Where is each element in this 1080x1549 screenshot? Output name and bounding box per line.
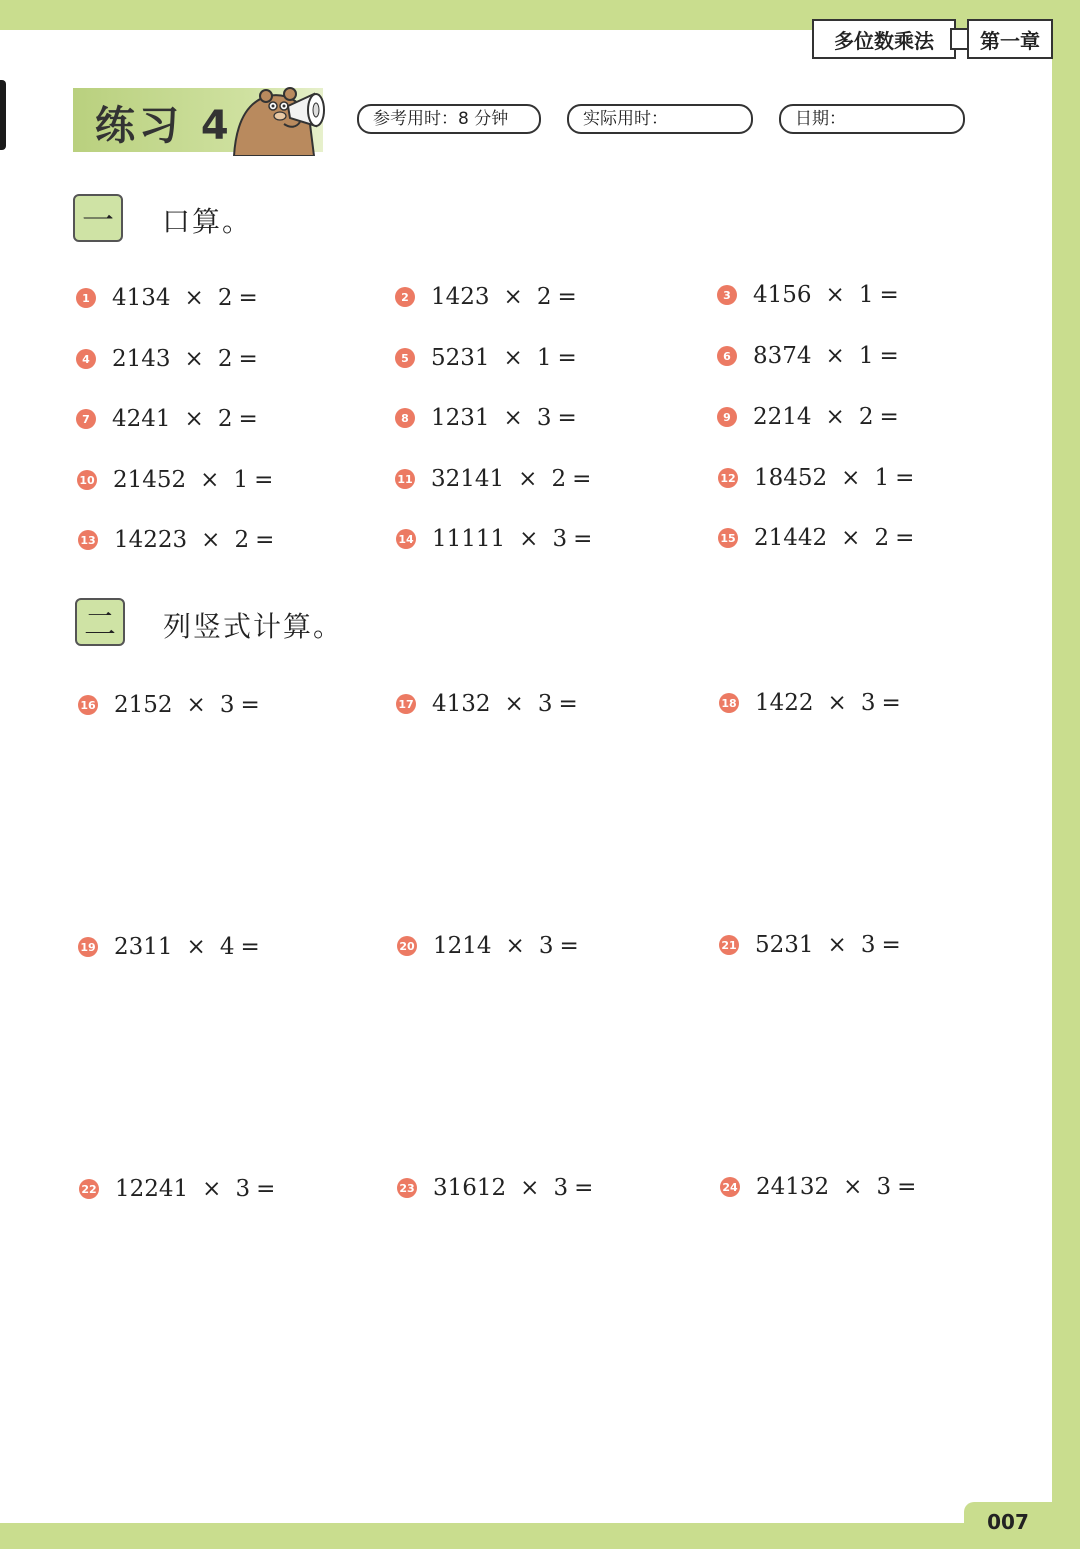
- times-sign: ×: [201, 527, 221, 553]
- question-item: [77, 467, 273, 493]
- multiplier: 2: [874, 525, 890, 551]
- question-number-badge: 10: [77, 470, 97, 490]
- equals-sign: =: [572, 466, 592, 492]
- actual-time-field[interactable]: 实际用时：: [567, 104, 753, 134]
- question-number-badge: 5: [395, 348, 415, 368]
- multiplicand: 1422: [755, 690, 814, 716]
- question-number-badge: 24: [720, 1177, 740, 1197]
- times-sign: ×: [200, 467, 220, 493]
- equals-sign: =: [240, 934, 260, 960]
- times-sign: ×: [827, 932, 847, 958]
- equals-sign: =: [238, 406, 258, 432]
- equals-sign: =: [557, 284, 577, 310]
- multiplicand: 21452: [113, 467, 187, 493]
- equals-sign: =: [558, 691, 578, 717]
- multiplicand: 2152: [114, 692, 173, 718]
- equals-sign: =: [238, 346, 258, 372]
- multiplier: 3: [553, 1175, 569, 1201]
- question-item: [395, 345, 577, 371]
- question-number-badge: 6: [717, 346, 737, 366]
- equals-sign: =: [881, 932, 901, 958]
- multiplicand: 21442: [754, 525, 828, 551]
- multiplier: 2: [217, 406, 233, 432]
- question-item: [395, 284, 577, 310]
- question-number-badge: 17: [396, 694, 416, 714]
- times-sign: ×: [186, 692, 206, 718]
- times-sign: ×: [841, 525, 861, 551]
- multiplier: 3: [876, 1174, 892, 1200]
- equals-sign: =: [879, 343, 899, 369]
- question-number-badge: 23: [397, 1178, 417, 1198]
- times-sign: ×: [184, 406, 204, 432]
- question-item: [717, 282, 899, 308]
- multiplicand: 1231: [431, 405, 490, 431]
- question-number-badge: 14: [396, 529, 416, 549]
- question-item: [76, 406, 258, 432]
- question-item: [395, 466, 591, 492]
- equals-sign: =: [895, 465, 915, 491]
- equals-sign: =: [254, 467, 274, 493]
- chapter-topic-tab: 多位数乘法: [812, 19, 956, 59]
- multiplicand: 32141: [431, 466, 505, 492]
- multiplier: 3: [552, 526, 568, 552]
- bottom-border: [0, 1523, 1080, 1549]
- question-number-badge: 3: [717, 285, 737, 305]
- times-sign: ×: [843, 1174, 863, 1200]
- question-number-badge: 9: [717, 407, 737, 427]
- question-number-badge: 16: [78, 695, 98, 715]
- question-number-badge: 7: [76, 409, 96, 429]
- multiplicand: 4156: [753, 282, 812, 308]
- multiplicand: 5231: [755, 932, 814, 958]
- question-item: [720, 1174, 916, 1200]
- times-sign: ×: [827, 690, 847, 716]
- multiplicand: 31612: [433, 1175, 507, 1201]
- equals-sign: =: [255, 527, 275, 553]
- multiplicand: 1423: [431, 284, 490, 310]
- question-item: [78, 934, 260, 960]
- multiplicand: 2214: [753, 404, 812, 430]
- multiplier: 3: [860, 932, 876, 958]
- worksheet-page: [0, 30, 1052, 1523]
- reference-time-field: 参考用时：8 分钟: [357, 104, 541, 134]
- multiplier: 2: [551, 466, 567, 492]
- exercise-title: 练习 4: [95, 103, 233, 149]
- page-number: 007: [964, 1502, 1052, 1542]
- equals-sign: =: [559, 933, 579, 959]
- multiplicand: 14223: [114, 527, 188, 553]
- equals-sign: =: [879, 404, 899, 430]
- multiplier: 2: [217, 346, 233, 372]
- question-number-badge: 12: [718, 468, 738, 488]
- question-item: [396, 526, 592, 552]
- times-sign: ×: [825, 343, 845, 369]
- times-sign: ×: [184, 346, 204, 372]
- bear-megaphone-icon: [226, 84, 336, 156]
- question-item: [717, 404, 899, 430]
- times-sign: ×: [518, 466, 538, 492]
- multiplicand: 18452: [754, 465, 828, 491]
- times-sign: ×: [825, 282, 845, 308]
- question-item: [396, 691, 578, 717]
- equals-sign: =: [557, 405, 577, 431]
- multiplier: 2: [217, 285, 233, 311]
- question-item: [719, 690, 901, 716]
- question-number-badge: 21: [719, 935, 739, 955]
- question-item: [78, 527, 274, 553]
- question-number-badge: 8: [395, 408, 415, 428]
- equals-sign: =: [897, 1174, 917, 1200]
- section-two-title: 列竖式计算。: [163, 610, 344, 643]
- question-number-badge: 11: [395, 469, 415, 489]
- question-number-badge: 20: [397, 936, 417, 956]
- question-item: [76, 346, 258, 372]
- multiplier: 2: [536, 284, 552, 310]
- equals-sign: =: [557, 345, 577, 371]
- question-item: [397, 933, 579, 959]
- multiplier: 4: [219, 934, 235, 960]
- multiplier: 3: [219, 692, 235, 718]
- section-one-title: 口算。: [162, 205, 253, 238]
- chapter-number-tab: 第一章: [967, 19, 1053, 59]
- multiplicand: 2311: [114, 934, 173, 960]
- question-item: [78, 692, 260, 718]
- multiplier: 2: [858, 404, 874, 430]
- equals-sign: =: [881, 690, 901, 716]
- question-item: [397, 1175, 593, 1201]
- times-sign: ×: [519, 526, 539, 552]
- section-two-marker: 二: [75, 598, 125, 646]
- equals-sign: =: [895, 525, 915, 551]
- times-sign: ×: [503, 284, 523, 310]
- multiplicand: 4134: [112, 285, 171, 311]
- multiplier: 1: [536, 345, 552, 371]
- equals-sign: =: [238, 285, 258, 311]
- equals-sign: =: [240, 692, 260, 718]
- multiplicand: 5231: [431, 345, 490, 371]
- multiplier: 3: [536, 405, 552, 431]
- question-number-badge: 13: [78, 530, 98, 550]
- multiplicand: 11111: [432, 526, 506, 552]
- multiplier: 1: [858, 343, 874, 369]
- times-sign: ×: [503, 345, 523, 371]
- question-item: [76, 285, 258, 311]
- question-item: [718, 525, 914, 551]
- question-number-badge: 4: [76, 349, 96, 369]
- multiplicand: 4132: [432, 691, 491, 717]
- question-number-badge: 2: [395, 287, 415, 307]
- multiplier: 1: [233, 467, 249, 493]
- question-item: [79, 1176, 275, 1202]
- question-number-badge: 19: [78, 937, 98, 957]
- times-sign: ×: [503, 405, 523, 431]
- times-sign: ×: [202, 1176, 222, 1202]
- times-sign: ×: [825, 404, 845, 430]
- question-item: [717, 343, 899, 369]
- question-number-badge: 22: [79, 1179, 99, 1199]
- section-one-marker: 一: [73, 194, 123, 242]
- equals-sign: =: [879, 282, 899, 308]
- question-number-badge: 18: [719, 693, 739, 713]
- multiplier: 3: [860, 690, 876, 716]
- equals-sign: =: [256, 1176, 276, 1202]
- binding-edge: [0, 80, 6, 150]
- times-sign: ×: [186, 934, 206, 960]
- multiplier: 2: [234, 527, 250, 553]
- question-item: [718, 465, 914, 491]
- times-sign: ×: [841, 465, 861, 491]
- multiplier: 3: [538, 933, 554, 959]
- multiplier: 1: [858, 282, 874, 308]
- times-sign: ×: [504, 691, 524, 717]
- multiplicand: 24132: [756, 1174, 830, 1200]
- times-sign: ×: [184, 285, 204, 311]
- question-item: [395, 405, 577, 431]
- multiplicand: 8374: [753, 343, 812, 369]
- question-number-badge: 15: [718, 528, 738, 548]
- equals-sign: =: [574, 1175, 594, 1201]
- right-border: [1052, 0, 1080, 1549]
- times-sign: ×: [505, 933, 525, 959]
- multiplicand: 12241: [115, 1176, 189, 1202]
- multiplier: 3: [235, 1176, 251, 1202]
- multiplier: 1: [874, 465, 890, 491]
- question-number-badge: 1: [76, 288, 96, 308]
- multiplicand: 1214: [433, 933, 492, 959]
- times-sign: ×: [520, 1175, 540, 1201]
- question-item: [719, 932, 901, 958]
- multiplier: 3: [537, 691, 553, 717]
- date-field[interactable]: 日期：: [779, 104, 965, 134]
- multiplicand: 4241: [112, 406, 171, 432]
- equals-sign: =: [573, 526, 593, 552]
- multiplicand: 2143: [112, 346, 171, 372]
